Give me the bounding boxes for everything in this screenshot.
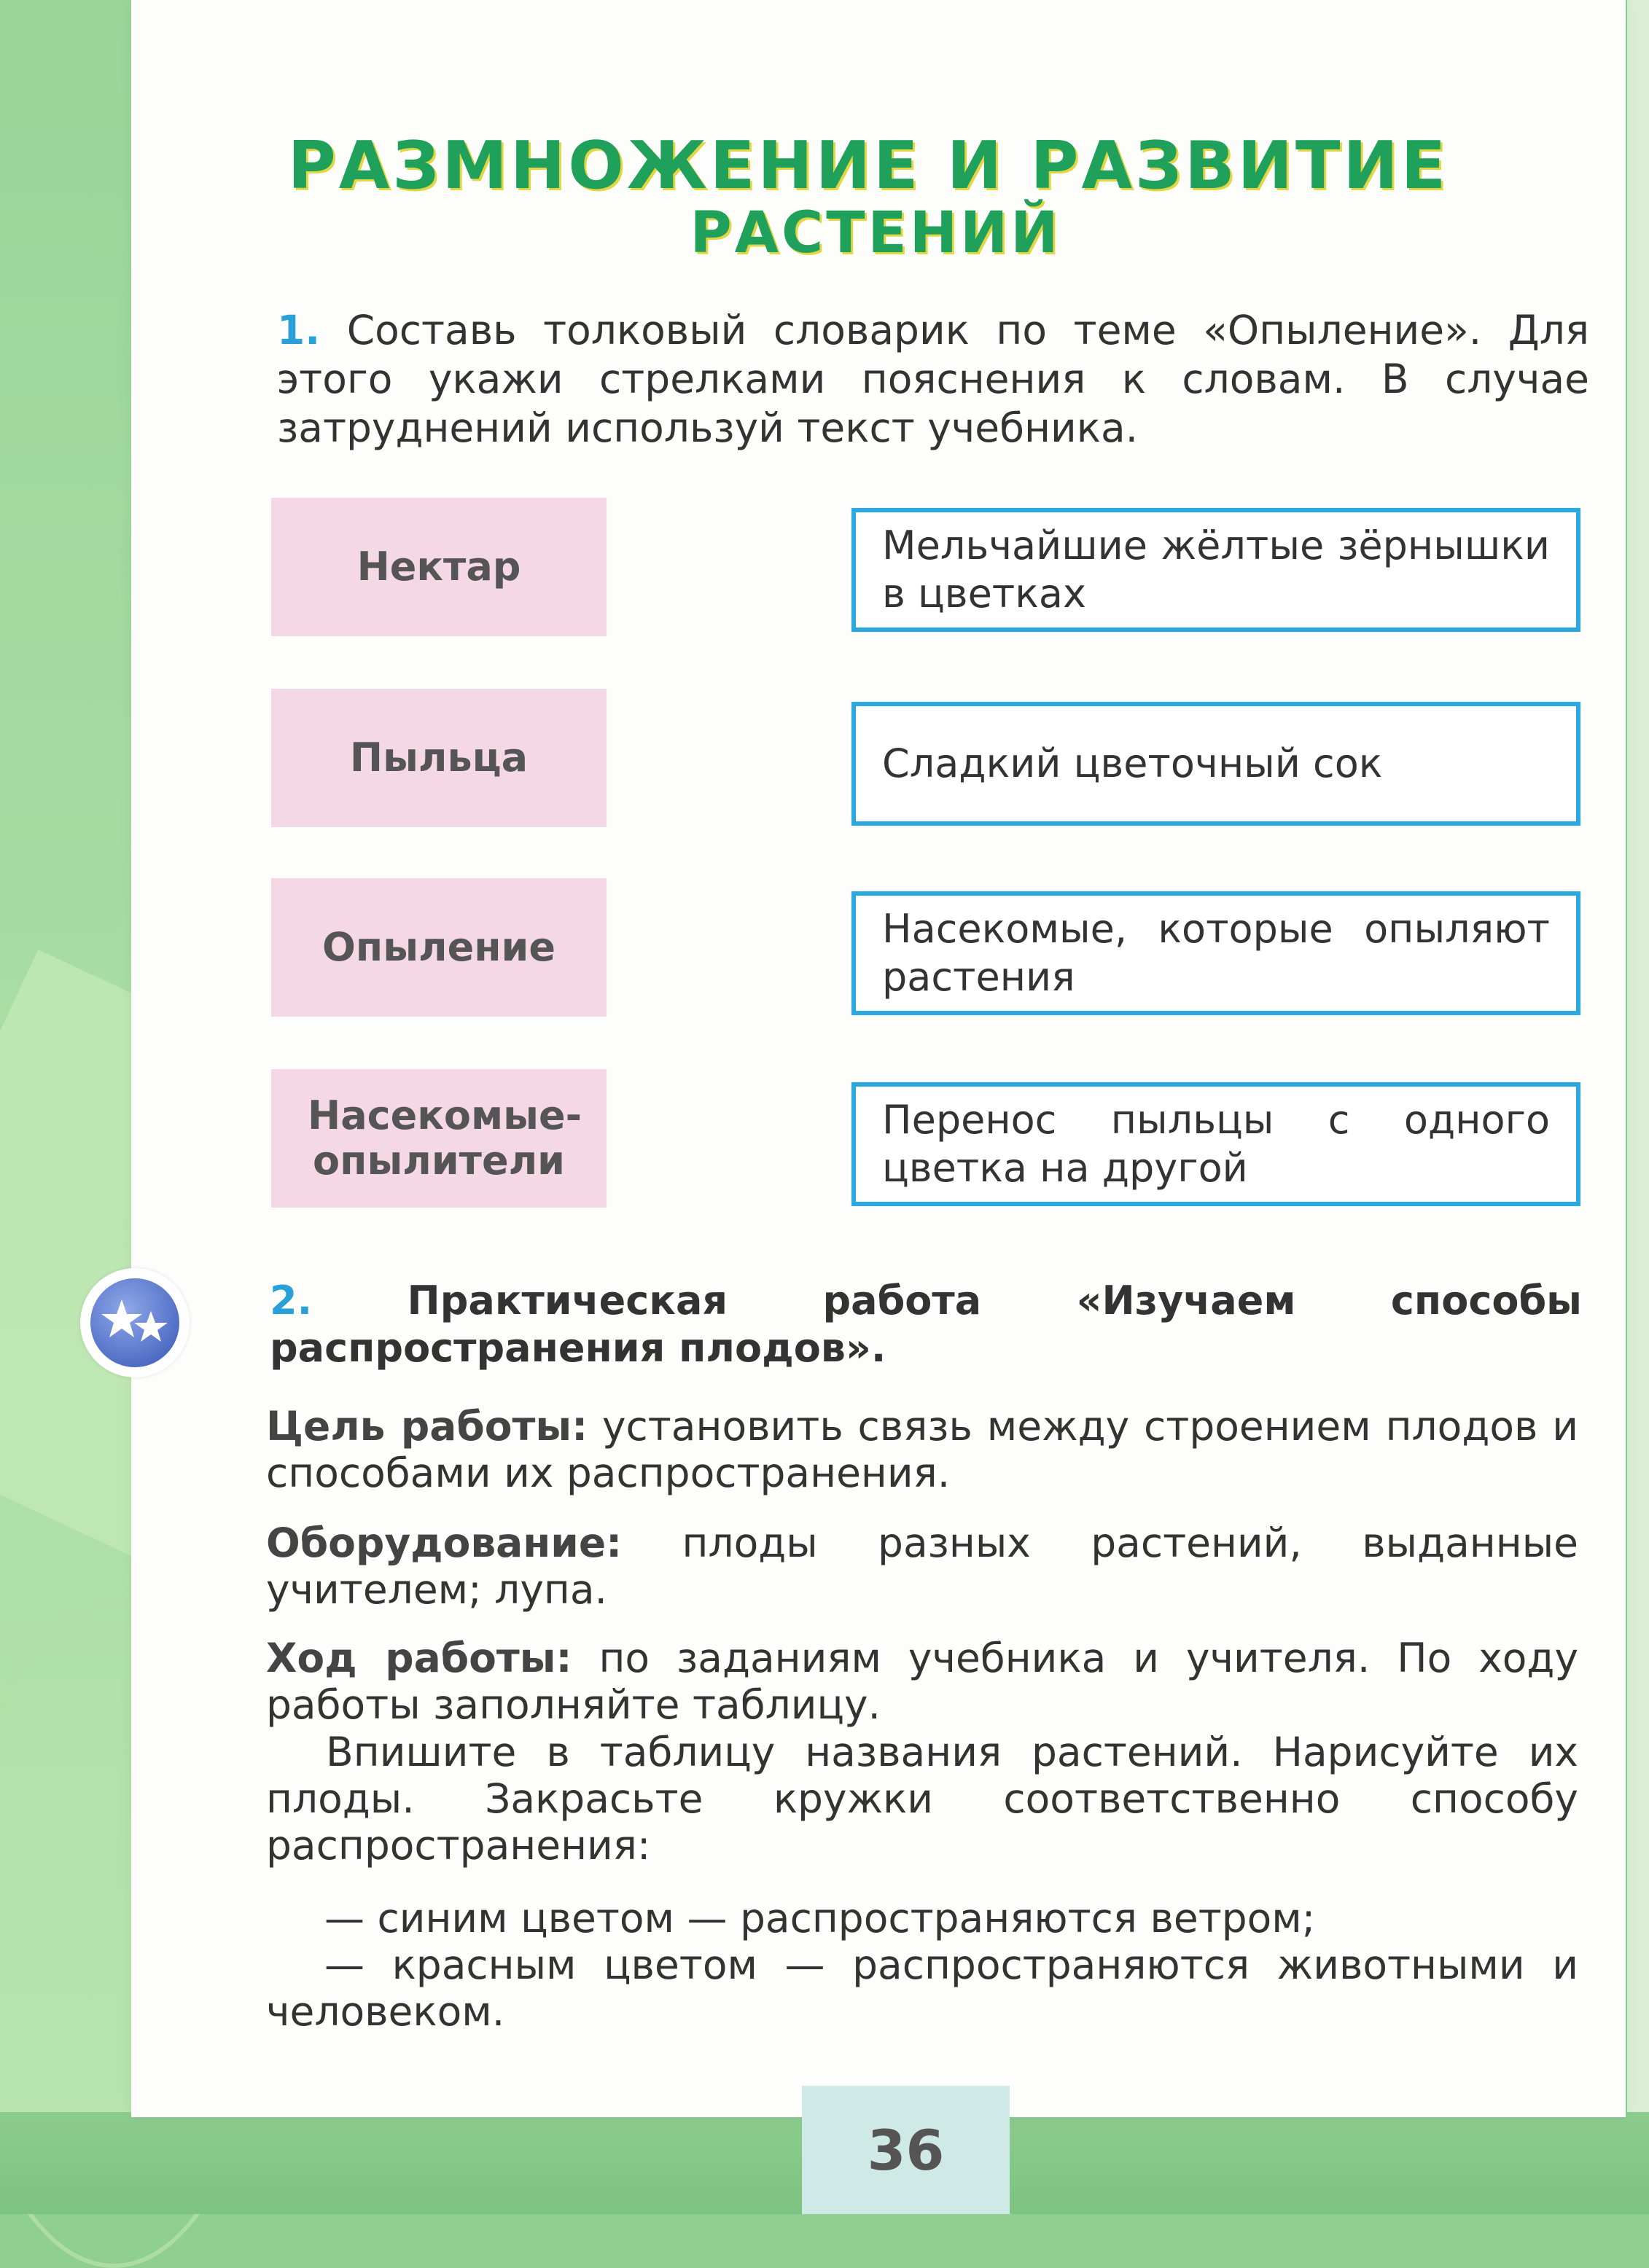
term-label: Нектар [356,544,521,590]
practical-work-badge [80,1268,190,1377]
goal-paragraph [266,1403,1578,1496]
definition-box[interactable] [851,702,1580,826]
task1-text: Составь толковый словарик по теме «Опыление». Для этого укажи стрелками пояснения к словам. В случае затруднений используй текст учебника. [277,307,1589,451]
definition-text: Мельчайшие жёлтые зёрнышки в цветках [882,523,1550,617]
task2-heading-text: Практическая работа «Изучаем способы распространения плодов». [270,1278,1582,1371]
instruction-paragraph: Впишите в таблицу названия растений. Нарисуйте их плоды. Закрасьте кружки соответственно способу распространения: [266,1729,1578,1869]
task1-number: 1. [277,307,321,353]
equipment-label: Оборудование: [266,1520,623,1566]
equipment-text: плоды разных растений, выданные учителем; лупа. [266,1520,1578,1613]
definition-box[interactable] [851,891,1580,1015]
page-number: 36 [802,2086,1010,2214]
definition-text: Насекомые, которые опыляют растения [882,906,1550,1000]
term-card-nectar[interactable] [271,498,607,636]
process-paragraph [266,1635,1578,1728]
goal-label: Цель работы: [266,1403,588,1450]
term-card-pollinator-insects[interactable] [271,1069,607,1208]
term-card-pollination[interactable] [271,878,607,1017]
blue-color-item: — синим цветом — распространяются ветром; [324,1895,1316,1942]
task1-instructions [277,306,1589,453]
task2-heading [270,1277,1582,1372]
stars-icon [90,1278,179,1367]
term-label: Пыльца [349,735,529,781]
process-text: по заданиям учебника и учителя. По ходу работы заполняйте таблицу. [266,1635,1579,1728]
term-card-pollen[interactable] [271,689,607,827]
term-label: Насекомые-опылители [308,1092,582,1184]
definition-text: Перенос пыльцы с одного цветка на другой [882,1097,1550,1191]
definition-box[interactable] [851,508,1580,632]
definition-text: Сладкий цветочный сок [882,740,1383,786]
process-label: Ход работы: [266,1635,572,1681]
page-title-line2: РАСТЕНИЙ [690,200,1061,266]
definition-box[interactable] [851,1082,1580,1206]
equipment-paragraph [266,1520,1578,1613]
red-color-item: — красным цветом — распространяются животными и человеком. [266,1942,1578,2035]
term-label: Опыление [322,924,555,970]
goal-text: установить связь между строением плодов и способами их распространения. [266,1403,1578,1496]
task2-number: 2. [270,1278,313,1323]
right-margin-background [1627,0,1649,2214]
page-title-line1: РАЗМНОЖЕНИЕ И РАЗВИТИЕ [287,128,1449,204]
